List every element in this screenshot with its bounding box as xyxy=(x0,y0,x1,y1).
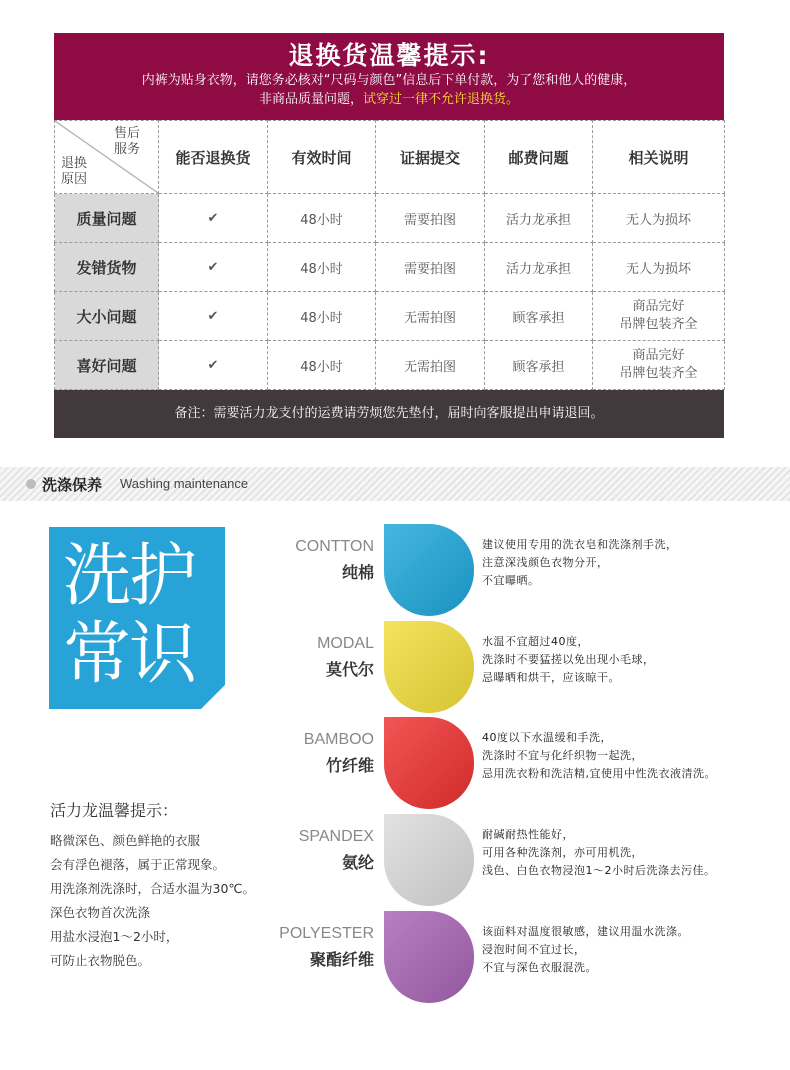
desc-line: 不宜曝晒。 xyxy=(482,574,540,587)
check-icon: ✔ xyxy=(159,292,268,341)
section-subtitle: Washing maintenance xyxy=(120,476,249,491)
fabric-en-name: POLYESTER xyxy=(279,925,374,942)
cell-evidence: 需要拍图 xyxy=(376,243,485,292)
cell-time: 48小时 xyxy=(268,194,376,243)
desc-line: 洗涤时不宜与化纤织物一起洗， xyxy=(482,749,643,762)
cell-note: 无人为损坏 xyxy=(593,243,725,292)
care-title-line-1: 洗护 xyxy=(63,537,196,616)
fabric-en-name: CONTTON xyxy=(295,538,374,555)
cell-time: 48小时 xyxy=(268,243,376,292)
fabric-bamboo xyxy=(270,717,790,809)
policy-title: 退换货温馨提示: xyxy=(288,41,490,70)
fabric-swatch xyxy=(384,524,474,616)
table-row xyxy=(55,194,725,243)
desc-line: 浸泡时间不宜过长， xyxy=(482,943,586,956)
fabric-swatch xyxy=(384,621,474,713)
cell-evidence: 无需拍图 xyxy=(376,292,485,341)
column-header: 证据提交 xyxy=(376,121,485,194)
cell-evidence: 需要拍图 xyxy=(376,194,485,243)
tips-title: 活力龙温馨提示： xyxy=(50,801,179,820)
tips-line: 深色衣物首次洗涤 xyxy=(50,905,151,920)
desc-line: 注意深浅颜色衣物分开， xyxy=(482,556,609,569)
desc-line: 40度以下水温缓和手洗， xyxy=(482,731,612,744)
policy-highlight: 试穿过一律不允许退换货。 xyxy=(363,92,520,107)
fabric-description xyxy=(482,536,678,590)
fabric-swatch xyxy=(384,911,474,1003)
fabric-polyester xyxy=(270,911,790,1003)
note-line-1: 商品完好 xyxy=(632,299,685,314)
corner-label-reason: 退换原因 xyxy=(61,156,88,187)
cell-note: 无人为损坏 xyxy=(593,194,725,243)
care-tips xyxy=(50,798,290,973)
fabric-description xyxy=(482,923,689,977)
policy-line-2-text: 非商品质量问题， xyxy=(258,92,363,107)
tips-line: 可防止衣物脱色。 xyxy=(50,953,151,968)
check-icon: ✔ xyxy=(159,243,268,292)
cell-note xyxy=(593,341,725,390)
policy-table xyxy=(54,120,725,390)
fabric-en-name: BAMBOO xyxy=(303,731,374,748)
table-row xyxy=(55,341,725,390)
desc-line: 忌用洗衣粉和洗洁精,宜使用中性洗衣液清洗。 xyxy=(482,767,716,780)
row-reason: 发错货物 xyxy=(55,243,159,292)
desc-line: 耐碱耐热性能好， xyxy=(482,828,574,841)
cell-evidence: 无需拍图 xyxy=(376,341,485,390)
check-icon: ✔ xyxy=(159,194,268,243)
row-reason: 质量问题 xyxy=(55,194,159,243)
desc-line: 洗涤时不要猛搓以免出现小毛球， xyxy=(482,653,655,666)
fabric-swatch xyxy=(384,717,474,809)
desc-line: 可用各种洗涤剂，亦可用机洗， xyxy=(482,846,643,859)
policy-line-2 xyxy=(54,90,724,109)
cell-note xyxy=(593,292,725,341)
fabric-cotton xyxy=(270,524,790,616)
section-bar xyxy=(0,467,790,501)
column-header: 能否退换货 xyxy=(159,121,268,194)
fabric-description xyxy=(482,633,655,687)
fabric-cn-name: 氨纶 xyxy=(341,853,374,872)
corner-cut xyxy=(201,685,225,709)
fabric-cn-name: 竹纤维 xyxy=(325,756,374,775)
fabric-cn-name: 聚酯纤维 xyxy=(309,950,374,969)
cell-postage: 活力龙承担 xyxy=(485,243,593,292)
fabric-description xyxy=(482,729,716,783)
column-header: 有效时间 xyxy=(268,121,376,194)
row-reason: 喜好问题 xyxy=(55,341,159,390)
bullet-icon xyxy=(26,479,36,489)
cell-postage: 顾客承担 xyxy=(485,292,593,341)
tips-line: 用洗涤剂洗涤时，合适水温为30℃。 xyxy=(50,881,255,896)
column-header: 相关说明 xyxy=(593,121,725,194)
policy-line-1: 内裤为贴身衣物，请您务必核对“尺码与颜色”信息后下单付款，为了您和他人的健康， xyxy=(141,73,637,88)
desc-line: 该面料对温度很敏感，建议用温水洗涤。 xyxy=(482,925,689,938)
tips-line: 会有浮色褪落，属于正常现象。 xyxy=(50,857,226,872)
note-line-2: 吊牌包装齐全 xyxy=(619,366,698,381)
policy-note: 备注：需要活力龙支付的运费请劳烦您先垫付，届时向客服提出申请退回。 xyxy=(54,390,724,438)
table-header-row xyxy=(55,121,725,194)
tips-line: 略微深色、颜色鲜艳的衣服 xyxy=(50,833,201,848)
cell-postage: 活力龙承担 xyxy=(485,194,593,243)
fabric-cn-name: 纯棉 xyxy=(341,563,374,582)
section-title: 洗涤保养 xyxy=(42,476,103,494)
fabric-en-name: MODAL xyxy=(317,635,374,652)
check-icon: ✔ xyxy=(159,341,268,390)
fabric-modal xyxy=(270,621,790,713)
corner-cell xyxy=(55,121,159,194)
fabric-description xyxy=(482,826,716,880)
desc-line: 水温不宜超过40度， xyxy=(482,635,589,648)
fabric-en-name: SPANDEX xyxy=(298,828,374,845)
row-reason: 大小问题 xyxy=(55,292,159,341)
cell-postage: 顾客承担 xyxy=(485,341,593,390)
cell-time: 48小时 xyxy=(268,341,376,390)
table-row xyxy=(55,243,725,292)
fabric-cn-name: 莫代尔 xyxy=(325,660,374,679)
care-title-line-2: 常识 xyxy=(63,615,196,694)
note-line-1: 商品完好 xyxy=(632,348,685,363)
return-policy xyxy=(54,33,724,438)
policy-header xyxy=(54,33,724,120)
fabric-spandex xyxy=(270,814,790,906)
table-row xyxy=(55,292,725,341)
note-line-2: 吊牌包装齐全 xyxy=(619,317,698,332)
care-title-box xyxy=(49,527,225,709)
desc-line: 浅色、白色衣物浸泡1～2小时后洗涤去污佳。 xyxy=(482,864,716,877)
desc-line: 建议使用专用的洗衣皂和洗涤剂手洗， xyxy=(482,538,678,551)
fabric-swatch xyxy=(384,814,474,906)
tips-line: 用盐水浸泡1～2小时， xyxy=(50,929,179,944)
desc-line: 忌曝晒和烘干，应该晾干。 xyxy=(482,671,620,684)
desc-line: 不宜与深色衣服混洗。 xyxy=(482,961,597,974)
cell-time: 48小时 xyxy=(268,292,376,341)
column-header: 邮费问题 xyxy=(485,121,593,194)
corner-label-service: 售后服务 xyxy=(114,126,141,157)
